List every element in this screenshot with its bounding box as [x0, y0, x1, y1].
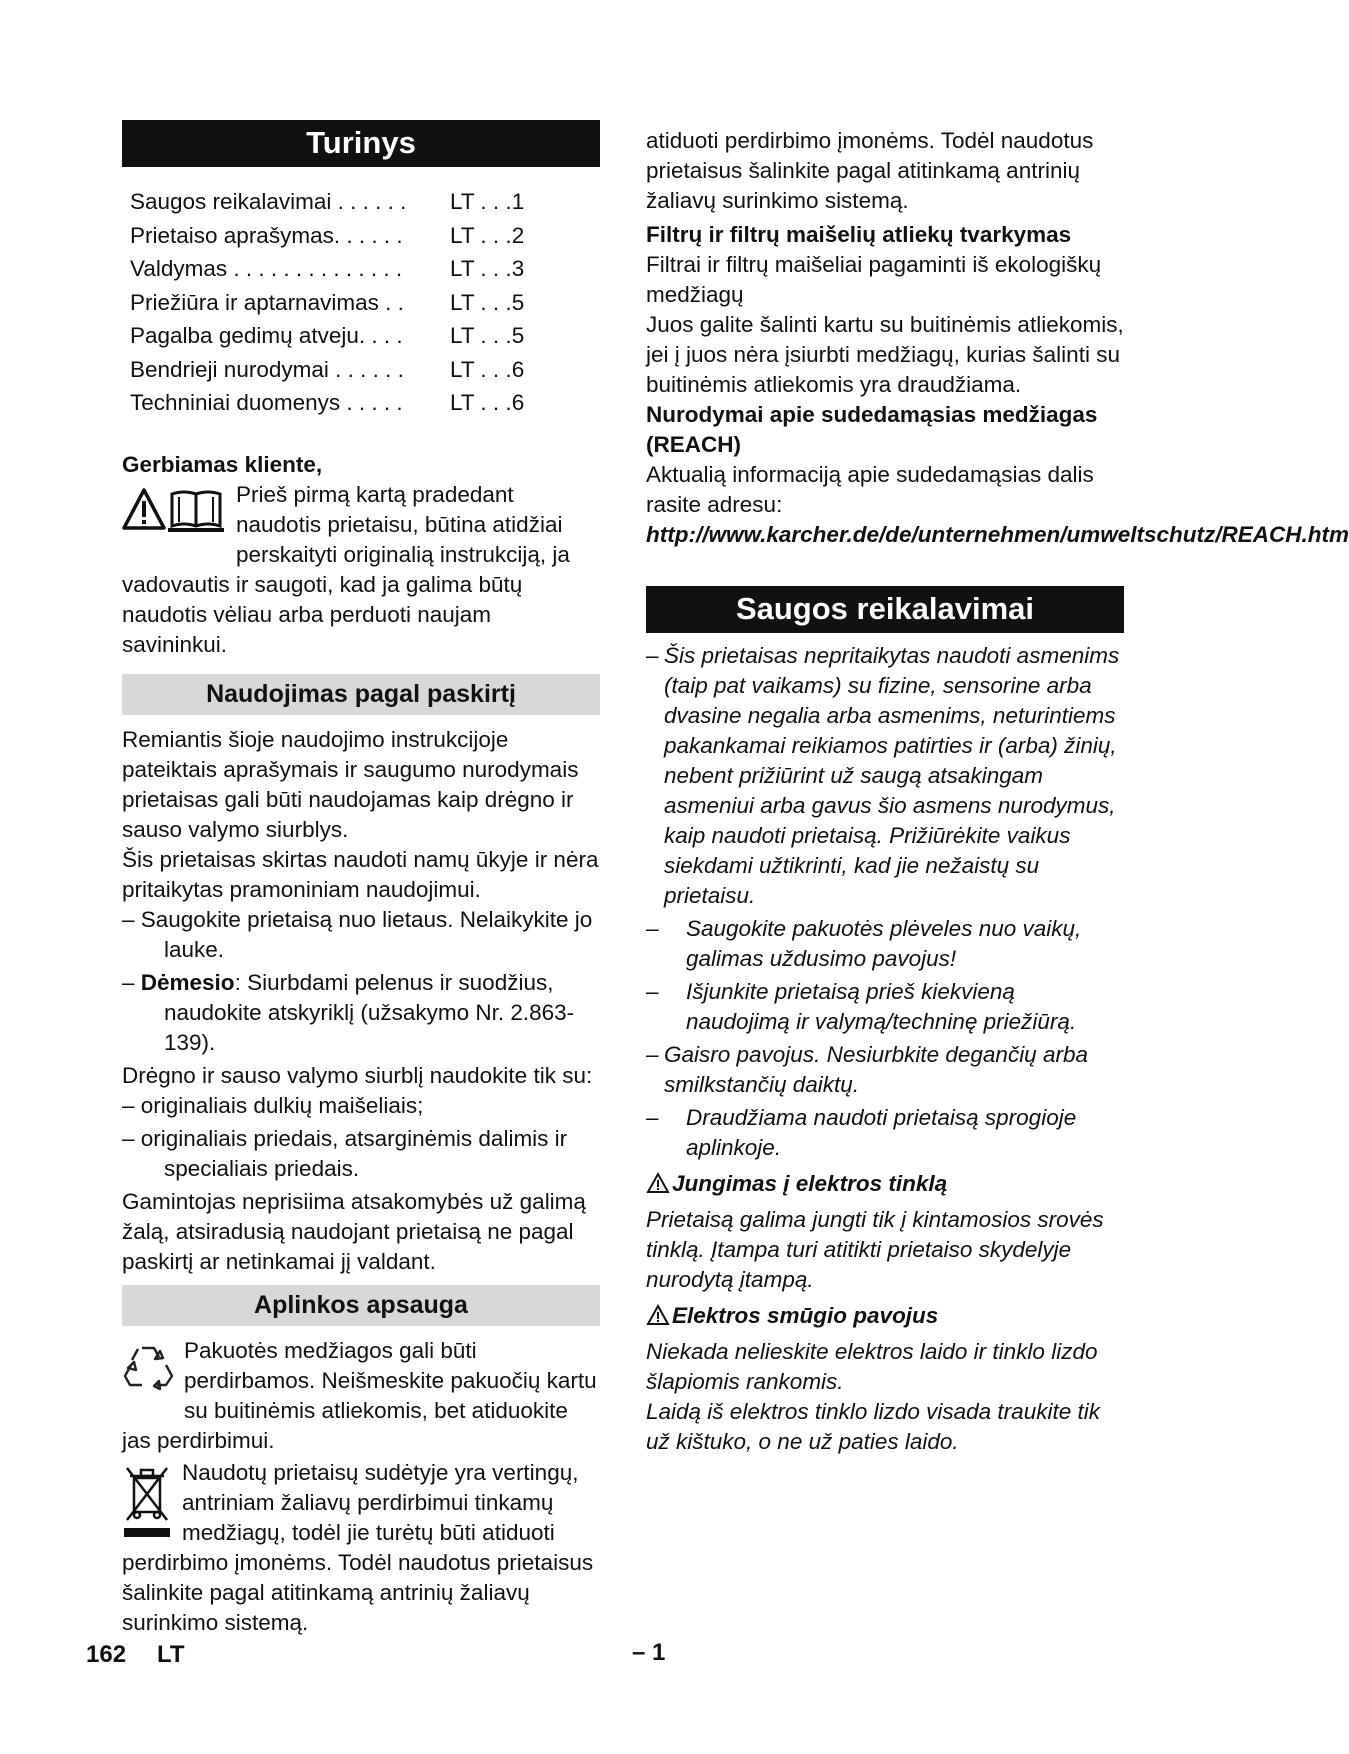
toc-label: Priežiūra ir aptarnavimas . . — [130, 289, 404, 315]
usage-list-item: – originaliais dulkių maišeliais; — [122, 1092, 424, 1118]
safety-item-text: Draudžiama naudoti prietaisą sprogioje aplinkoje. — [686, 1105, 1077, 1160]
safety-item-text: Šis prietaisas nepritaikytas naudoti asmenims (taip pat vaikams) su fizine, sensorine arba dvasine negalia arba asmenims, neturintiems pakankamai reikiamos patirties ir (arba) žinių, nebent prižiūrint už saugą atsakingam asmeniui arba gavus šio asmens nurodymus, kaip naudoti prietaisą. Prižiūrėkite vaikus siekdami užtikrinti, kad jie nežaistų su prietaisu. — [664, 643, 1120, 908]
list-dash: – — [646, 1105, 659, 1130]
warning-manual-icon — [122, 484, 226, 544]
safety-list-item — [646, 641, 1124, 911]
filters-heading: Filtrų ir filtrų maišelių atliekų tvarkymas — [646, 222, 1072, 247]
toc-label: Valdymas . . . . . . . . . . . . . . — [130, 256, 403, 281]
toc-title: Turinys — [122, 120, 600, 167]
connect-heading-text: Jungimas į elektros tinklą — [672, 1171, 948, 1196]
shock-paragraph: Laidą iš elektros tinklo lizdo visada traukite tik už kištuko, o ne už paties laido. — [646, 1399, 1100, 1454]
toc-row[interactable] — [130, 286, 600, 320]
greeting: Gerbiamas kliente, — [122, 451, 323, 477]
usage-list-item: – originaliais priedais, atsarginėmis dalimis ir specialiais priedais. — [122, 1125, 568, 1181]
toc-page: LT . . .1 — [450, 189, 525, 214]
connect-heading — [646, 1169, 1124, 1202]
environment-heading: Aplinkos apsauga — [122, 1285, 600, 1326]
connect-text: Prietaisą galima jungti tik į kintamosios srovės tinklą. Įtampa turi atitikti prietaiso skydelyje nurodytą įtampą. — [646, 1207, 1104, 1292]
safety-item-text: Gaisro pavojus. Nesiurbkite degančių arba smilkstančių daiktų. — [664, 1042, 1088, 1097]
toc-label: Saugos reikalavimai . . . . . . — [130, 189, 407, 214]
toc-row[interactable] — [130, 319, 600, 353]
toc-page: LT . . .5 — [450, 289, 525, 315]
toc-label: Techniniai duomenys . . . . . — [130, 390, 403, 415]
filters-paragraph: Juos galite šalinti kartu su buitinėmis atliekomis, jei į juos nėra įsiurbti medžiagų, kurias šalinti su buitinėmis atliekomis yra draudžiama. — [646, 312, 1124, 397]
disposal-block — [122, 1458, 600, 1635]
recycling-text: Pakuotės medžiagos gali būti perdirbamos. Neišmeskite pakuočių kartu su buitinėmis atliekomis, bet atiduokite jas perdirbimui. — [122, 1337, 597, 1453]
recycling-block — [122, 1336, 600, 1456]
toc-page: LT . . .5 — [450, 323, 525, 348]
toc-row[interactable] — [130, 353, 600, 387]
shock-heading-text: Elektros smūgio pavojus — [672, 1303, 939, 1328]
safety-list-item — [646, 1103, 1124, 1163]
usage-list-item: – Saugokite prietaisą nuo lietaus. Nelaikykite jo lauke. — [122, 906, 593, 962]
list-dash: – — [122, 969, 141, 995]
usage-paragraph: Drėgno ir sauso valymo siurblį naudokite tik su: — [122, 1062, 593, 1088]
safety-list-item — [646, 1040, 1124, 1100]
warning-icon — [646, 1304, 670, 1334]
list-dash: – — [646, 643, 659, 668]
toc-label: Prietaiso aprašymas. . . . . . — [130, 222, 403, 248]
disposal-continued-text: atiduoti perdirbimo įmonėms. Todėl naudotus prietaisus šalinkite pagal atitinkamą antrinių žaliavų surinkimo sistemą. — [646, 128, 1094, 213]
recycling-icon — [122, 1340, 174, 1400]
list-dash: – — [646, 916, 659, 941]
usage-paragraph: Remiantis šioje naudojimo instrukcijoje pateiktais aprašymais ir saugumo nurodymais prietaisas gali būti naudojamas kaip drėgno ir sauso valymo siurblys. — [122, 726, 579, 842]
toc-page: LT . . .6 — [450, 390, 525, 415]
attention-label: Dėmesio — [140, 969, 235, 995]
usage-paragraph: Šis prietaisas skirtas naudoti namų ūkyje ir nėra pritaikytas pramoniniam naudojimui. — [122, 846, 599, 902]
section-page-number: – 1 — [632, 1639, 666, 1666]
shock-paragraph: Niekada nelieskite elektros laido ir tinklo lizdo šlapiomis rankomis. — [646, 1339, 1098, 1394]
toc-page: LT . . .6 — [450, 356, 525, 382]
attention-text: : Siurbdami pelenus ir suodžius, naudokite atskyriklį (užsakymo Nr. 2.863-139). — [164, 969, 575, 1055]
toc-row[interactable] — [130, 386, 600, 420]
safety-list-item — [646, 977, 1124, 1037]
page-number: 162 — [86, 1641, 127, 1668]
left-column — [122, 120, 600, 1635]
safety-heading: Saugos reikalavimai — [646, 586, 1124, 633]
toc-row[interactable] — [130, 219, 600, 253]
reach-url[interactable]: http://www.karcher.de/de/unternehmen/umweltschutz/REACH.htm — [646, 522, 1349, 547]
shock-heading — [646, 1301, 1124, 1334]
usage-paragraph: Gamintojas neprisiima atsakomybės už galimą žalą, atsiradusią naudojant prietaisą ne pagal paskirtį ar netinkamai jį valdant. — [122, 1188, 586, 1274]
toc-label: Pagalba gedimų atveju. . . . — [130, 323, 403, 348]
intro-block — [122, 480, 600, 660]
usage-list-item — [122, 968, 600, 1058]
disposal-text: Naudotų prietaisų sudėtyje yra vertingų, antriniam žaliavų perdirbimui tinkamų medžiagų, todėl jie turėtų būti atiduoti perdirbimo įmonėms. Todėl naudotus prietaisus šalinkite pagal atitinkamą antrinių žaliavų surinkimo sistemą. — [122, 1459, 594, 1635]
toc-label: Bendrieji nurodymai . . . . . . — [130, 356, 404, 382]
list-dash: – — [646, 979, 659, 1004]
reach-heading: Nurodymai apie sudedamąsias medžiagas (REACH) — [646, 402, 1098, 457]
safety-list-item — [646, 914, 1124, 974]
toc-row[interactable] — [130, 185, 600, 219]
safety-item-text: Saugokite pakuotės plėveles nuo vaikų, galimas uždusimo pavojus! — [686, 916, 1082, 971]
usage-heading: Naudojimas pagal paskirtį — [122, 674, 600, 715]
safety-item-text: Išjunkite prietaisą prieš kiekvieną naudojimą ir valymą/techninę priežiūrą. — [686, 979, 1077, 1034]
toc-page: LT . . .2 — [450, 222, 525, 248]
intro-text: Prieš pirmą kartą pradedant naudotis prietaisu, būtina atidžiai perskaityti originalią instrukciją, ja vadovautis ir saugoti, kad ja galima būtų naudotis vėliau arba perduoti naujam savininkui. — [122, 481, 570, 657]
table-of-contents — [130, 185, 600, 420]
warning-icon — [646, 1172, 670, 1202]
right-column — [646, 126, 1349, 1457]
toc-page: LT . . .3 — [450, 256, 525, 281]
language-code: LT — [157, 1641, 185, 1668]
crossed-bin-icon — [122, 1464, 172, 1548]
reach-paragraph: Aktualią informaciją apie sudedamąsias dalis rasite adresu: — [646, 462, 1094, 517]
toc-row[interactable] — [130, 252, 600, 286]
list-dash: – — [646, 1042, 659, 1067]
safety-list — [646, 641, 1124, 1163]
filters-paragraph: Filtrai ir filtrų maišeliai pagaminti iš ekologiškų medžiagų — [646, 252, 1102, 307]
